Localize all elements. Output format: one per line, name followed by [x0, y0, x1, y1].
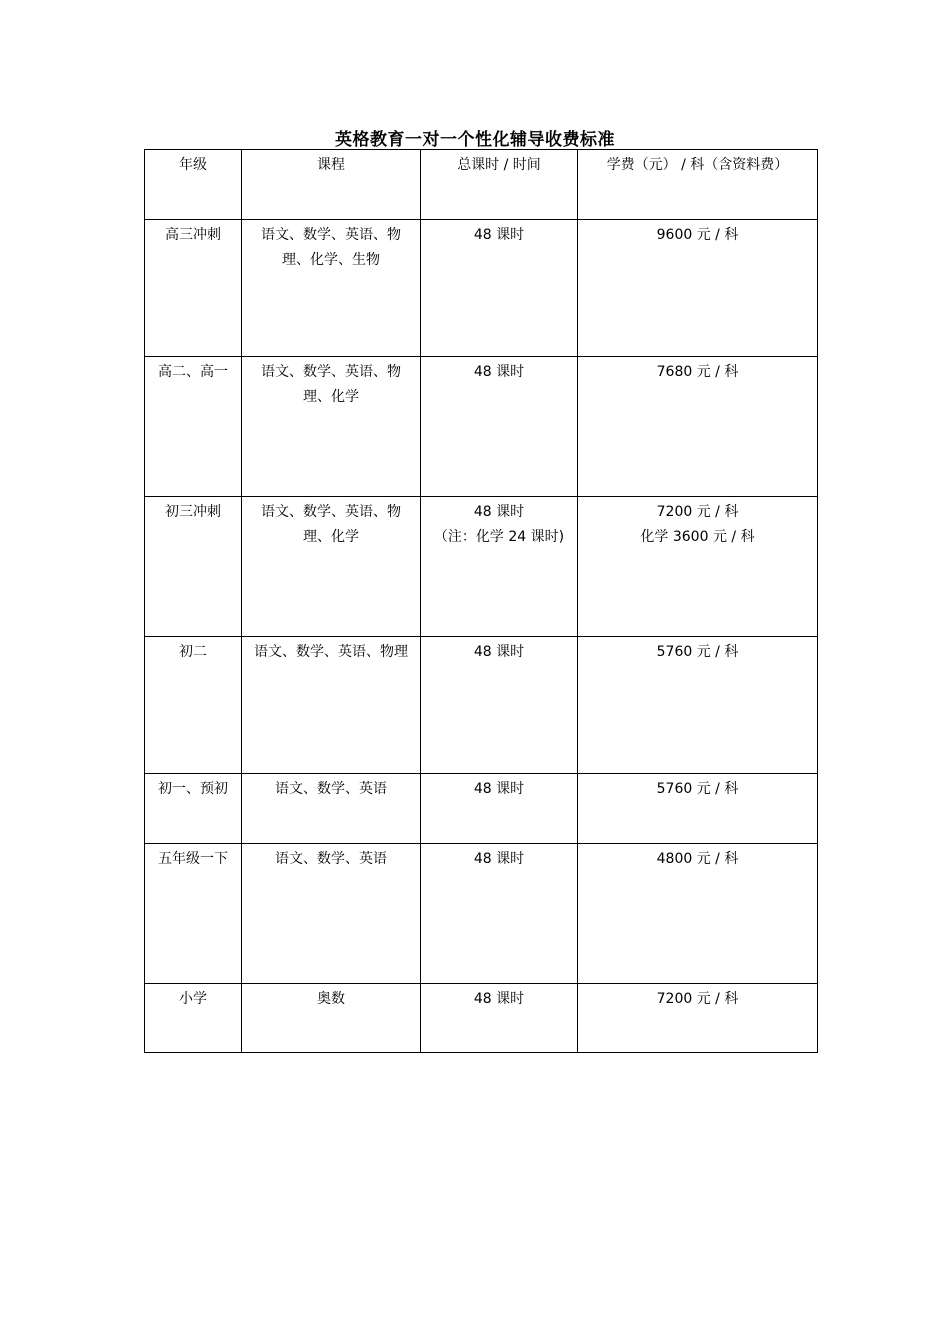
grade-cell: 初三冲刺 — [145, 497, 242, 637]
course-cell: 语文、数学、英语 — [242, 844, 421, 984]
hours-cell — [421, 844, 578, 984]
header-grade: 年级 — [145, 150, 242, 220]
grade-cell: 高三冲刺 — [145, 220, 242, 357]
fee-value: 7200 元 / 科 — [656, 991, 739, 1007]
grade-cell: 高二、高一 — [145, 357, 242, 497]
fee-cell — [578, 220, 818, 357]
table-row — [145, 844, 818, 984]
course-cell: 语文、数学、英语、物理、化学 — [242, 497, 421, 637]
hours-cell — [421, 220, 578, 357]
hours-value: 48 课时 — [473, 851, 525, 867]
fee-value: 9600 元 / 科 — [656, 227, 739, 243]
hours-value: 48 课时 — [473, 644, 525, 660]
fee-value: 7200 元 / 科 — [656, 504, 739, 520]
table-header-row — [145, 150, 818, 220]
document-title: 英格教育一对一个性化辅导收费标准 — [335, 130, 615, 150]
table-row — [145, 637, 818, 774]
hours-value: 48 课时 — [473, 504, 525, 520]
table-row — [145, 220, 818, 357]
course-cell: 语文、数学、英语、物理 — [242, 637, 421, 774]
hours-cell — [421, 497, 578, 637]
hours-cell — [421, 774, 578, 844]
course-cell: 语文、数学、英语、物理、化学、生物 — [242, 220, 421, 357]
hours-cell — [421, 357, 578, 497]
fee-cell — [578, 357, 818, 497]
table-row — [145, 497, 818, 637]
header-hours: 总课时 / 时间 — [421, 150, 578, 220]
course-cell: 奥数 — [242, 984, 421, 1053]
table-row — [145, 774, 818, 844]
fee-cell — [578, 774, 818, 844]
course-cell: 语文、数学、英语、物理、化学 — [242, 357, 421, 497]
hours-value: 48 课时 — [473, 781, 525, 797]
fee-value: 7680 元 / 科 — [656, 364, 739, 380]
fee-cell — [578, 497, 818, 637]
fee-value: 5760 元 / 科 — [656, 781, 739, 797]
hours-note: （注：化学 24 课时) — [433, 529, 565, 545]
fee-value: 4800 元 / 科 — [656, 851, 739, 867]
hours-cell — [421, 637, 578, 774]
hours-value: 48 课时 — [473, 364, 525, 380]
grade-cell: 五年级一下 — [145, 844, 242, 984]
header-course: 课程 — [242, 150, 421, 220]
fee-value: 5760 元 / 科 — [656, 644, 739, 660]
grade-cell: 初一、预初 — [145, 774, 242, 844]
fee-cell — [578, 844, 818, 984]
table-row — [145, 357, 818, 497]
fee-note: 化学 3600 元 / 科 — [640, 529, 755, 545]
course-cell: 语文、数学、英语 — [242, 774, 421, 844]
grade-cell: 小学 — [145, 984, 242, 1053]
table-row — [145, 984, 818, 1053]
header-fee: 学费（元） / 科（含资料费） — [578, 150, 818, 220]
fee-table — [144, 149, 818, 1053]
grade-cell: 初二 — [145, 637, 242, 774]
hours-value: 48 课时 — [473, 991, 525, 1007]
fee-cell — [578, 984, 818, 1053]
hours-cell — [421, 984, 578, 1053]
hours-value: 48 课时 — [473, 227, 525, 243]
fee-cell — [578, 637, 818, 774]
